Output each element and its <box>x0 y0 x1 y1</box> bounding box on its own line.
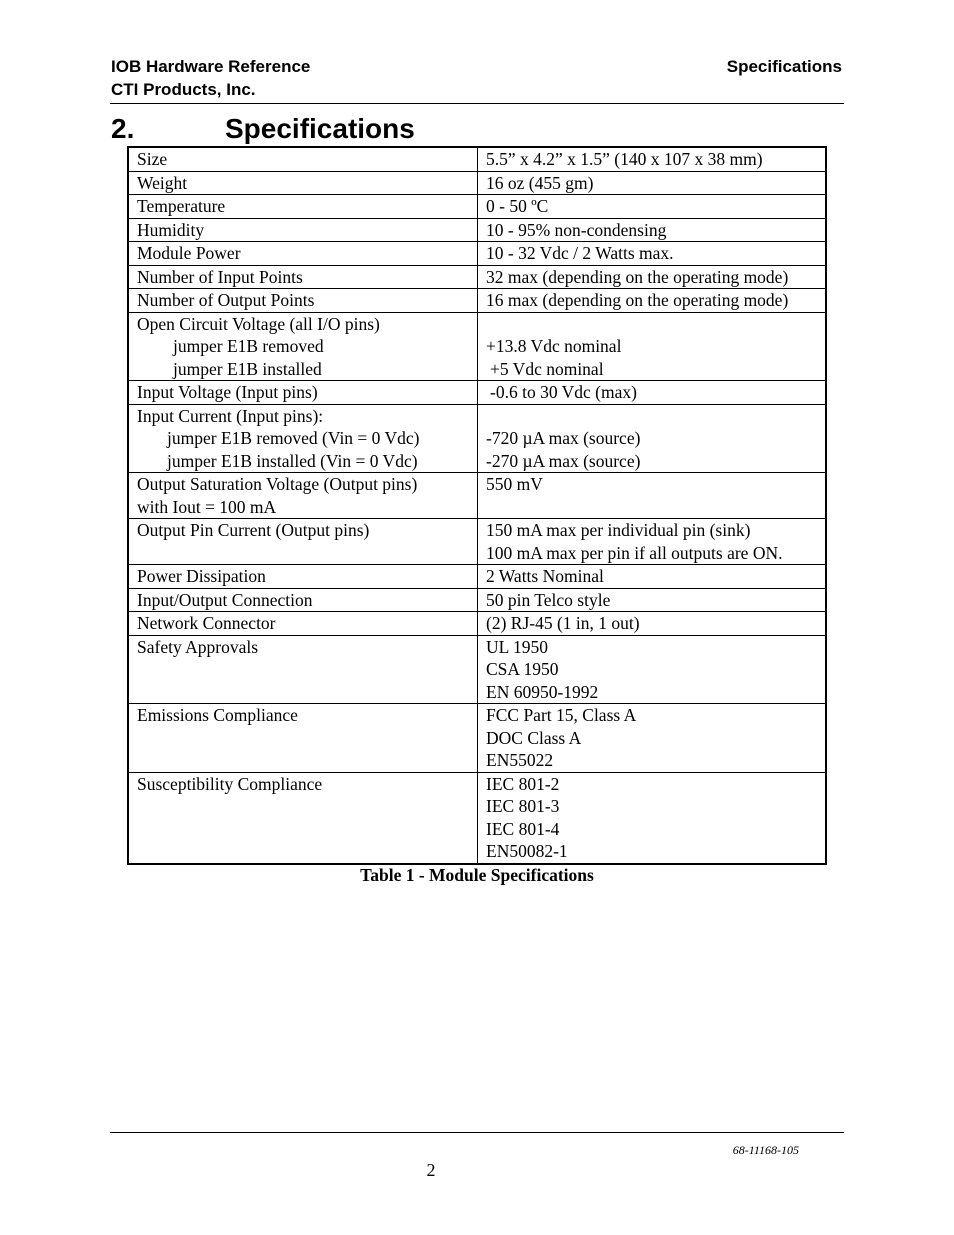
value-cell <box>478 289 827 313</box>
table-caption: Table 1 - Module Specifications <box>360 865 594 885</box>
value-cell <box>478 704 827 773</box>
value-cell <box>478 588 827 612</box>
param-line: jumper E1B installed <box>173 358 322 379</box>
table-row <box>128 635 826 704</box>
param-line: Module Power <box>137 243 241 263</box>
table-row <box>128 147 826 171</box>
param-line: Number of Input Points <box>137 266 303 287</box>
param-line: Input Current (Input pins): <box>137 405 324 426</box>
header-rule <box>110 103 844 104</box>
param-cell <box>128 147 478 171</box>
param-line: Number of Output Points <box>137 290 315 310</box>
value-cell <box>478 195 827 219</box>
table-row <box>128 704 826 773</box>
value-line: -270 µA max (source) <box>486 450 641 471</box>
value-cell <box>478 218 827 242</box>
value-line: IEC 801-2 <box>486 773 560 794</box>
table-row <box>128 565 826 589</box>
value-line: +5 Vdc nominal <box>490 358 604 379</box>
section-title: Specifications <box>225 113 415 144</box>
param-line: Input/Output Connection <box>137 589 313 610</box>
value-line <box>486 496 819 519</box>
value-cell <box>478 772 827 864</box>
table-row <box>128 312 826 381</box>
param-line: Network Connector <box>137 613 276 633</box>
section-number: 2. <box>111 113 135 144</box>
value-line <box>486 313 819 336</box>
param-line: Safety Approvals <box>137 636 259 657</box>
table-row <box>128 242 826 266</box>
param-line: with Iout = 100 mA <box>137 496 277 517</box>
section-heading <box>111 111 415 147</box>
value-line: (2) RJ-45 (1 in, 1 out) <box>486 613 640 633</box>
param-line: Power Dissipation <box>137 566 266 586</box>
param-line: Size <box>137 149 168 169</box>
param-cell <box>128 404 478 473</box>
running-header-section: Specifications <box>726 57 842 76</box>
param-cell <box>128 612 478 636</box>
value-line: 5.5” x 4.2” x 1.5” (140 x 107 x 38 mm) <box>486 149 763 169</box>
company-name: CTI Products, Inc. <box>111 80 256 99</box>
value-line: IEC 801-3 <box>486 796 560 816</box>
value-cell <box>478 147 827 171</box>
footer-rule <box>110 1132 844 1133</box>
value-line: EN55022 <box>486 750 554 770</box>
table-row <box>128 612 826 636</box>
value-cell <box>478 381 827 405</box>
param-line: Susceptibility Compliance <box>137 773 323 794</box>
value-line: 150 mA max per individual pin (sink) <box>486 520 751 540</box>
param-cell <box>128 265 478 289</box>
param-cell <box>128 635 478 704</box>
value-cell <box>478 242 827 266</box>
param-line: Output Saturation Voltage (Output pins) <box>137 474 418 494</box>
table-row <box>128 265 826 289</box>
table-row <box>128 473 826 519</box>
value-line: 2 Watts Nominal <box>486 566 604 586</box>
param-cell <box>128 312 478 381</box>
param-cell <box>128 473 478 519</box>
value-line: EN50082-1 <box>486 841 568 861</box>
value-cell <box>478 635 827 704</box>
param-line: Open Circuit Voltage (all I/O pins) <box>137 313 380 334</box>
value-cell <box>478 473 827 519</box>
param-line: Emissions Compliance <box>137 705 298 725</box>
value-line: DOC Class A <box>486 727 582 748</box>
value-line: -720 µA max (source) <box>486 428 641 448</box>
param-line: Temperature <box>137 196 226 216</box>
value-line: +13.8 Vdc nominal <box>486 336 622 356</box>
value-line: 10 - 32 Vdc / 2 Watts max. <box>486 243 674 263</box>
param-line: Humidity <box>137 219 205 240</box>
value-cell <box>478 265 827 289</box>
param-line: Weight <box>137 172 188 193</box>
table-row <box>128 195 826 219</box>
value-line: 100 mA max per pin if all outputs are ON. <box>486 542 783 563</box>
value-line: 16 max (depending on the operating mode) <box>486 290 789 310</box>
value-line: -0.6 to 30 Vdc (max) <box>490 382 637 402</box>
value-cell <box>478 565 827 589</box>
param-cell <box>128 381 478 405</box>
running-header-left <box>111 55 310 101</box>
param-cell <box>128 289 478 313</box>
value-cell <box>478 312 827 381</box>
param-cell <box>128 171 478 195</box>
param-cell <box>128 588 478 612</box>
specifications-table <box>127 146 827 865</box>
table-row <box>128 772 826 864</box>
table-row <box>128 171 826 195</box>
value-line: 550 mV <box>486 474 543 494</box>
table-row <box>128 519 826 565</box>
value-line: 0 - 50 ºC <box>486 196 549 216</box>
value-line: CSA 1950 <box>486 659 559 679</box>
value-cell <box>478 612 827 636</box>
value-line: IEC 801-4 <box>486 818 560 839</box>
param-line: jumper E1B removed <box>173 336 324 356</box>
value-line: 50 pin Telco style <box>486 589 611 610</box>
table-row <box>128 381 826 405</box>
table-row <box>128 218 826 242</box>
param-cell <box>128 519 478 565</box>
param-cell <box>128 565 478 589</box>
value-line: UL 1950 <box>486 636 549 657</box>
table-row <box>128 588 826 612</box>
value-cell <box>478 404 827 473</box>
param-cell <box>128 242 478 266</box>
param-line: jumper E1B installed (Vin = 0 Vdc) <box>167 450 418 471</box>
param-line: Input Voltage (Input pins) <box>137 382 318 402</box>
value-line: FCC Part 15, Class A <box>486 705 637 725</box>
param-cell <box>128 772 478 864</box>
param-cell <box>128 704 478 773</box>
table-row <box>128 404 826 473</box>
param-line: jumper E1B removed (Vin = 0 Vdc) <box>167 428 420 448</box>
value-line: 32 max (depending on the operating mode) <box>486 266 789 287</box>
value-line <box>486 405 819 428</box>
value-line: EN 60950-1992 <box>486 681 599 702</box>
page-number: 2 <box>426 1160 436 1180</box>
document-number: 68-11168-105 <box>732 1143 799 1157</box>
value-cell <box>478 519 827 565</box>
param-line: Output Pin Current (Output pins) <box>137 520 370 540</box>
value-line: 16 oz (455 gm) <box>486 172 594 193</box>
document-title: IOB Hardware Reference <box>111 57 311 76</box>
param-cell <box>128 195 478 219</box>
param-cell <box>128 218 478 242</box>
param-line <box>137 542 471 565</box>
table-row <box>128 289 826 313</box>
value-line: 10 - 95% non-condensing <box>486 219 667 240</box>
value-cell <box>478 171 827 195</box>
